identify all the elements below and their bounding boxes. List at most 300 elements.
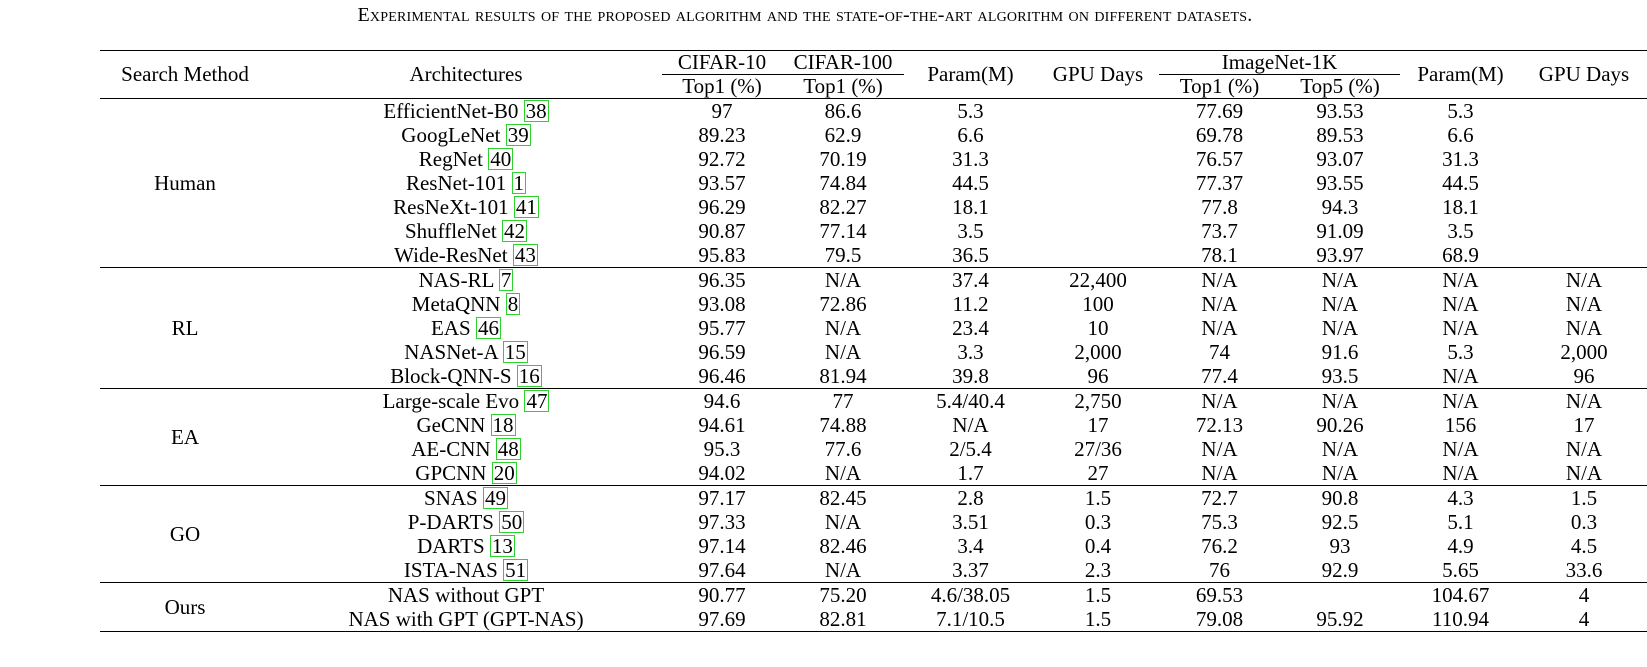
cifar10-top1-cell: 97.14	[698, 534, 746, 558]
param-cifar-cell: 3.3	[957, 340, 984, 364]
citation-number: 47	[526, 389, 548, 413]
cifar10-top1-cell: 96.59	[698, 340, 746, 364]
header-search-method: Search Method	[100, 51, 270, 99]
citation-number: 42	[504, 219, 525, 243]
imagenet-top1-cell: 76.57	[1195, 147, 1244, 171]
results-table	[100, 50, 1647, 632]
architecture-cell	[270, 607, 662, 632]
gpu-days-imagenet-cell: 96	[1573, 364, 1595, 388]
param-imagenet-cell: 104.67	[1400, 583, 1521, 608]
table-row	[100, 147, 1647, 171]
architecture-cell	[270, 413, 662, 437]
header-imagenet-top5: Top5 (%)	[1280, 75, 1400, 99]
cifar10-top1-cell: 97	[711, 99, 733, 123]
citation-number: 49	[484, 486, 506, 510]
architecture-cell	[270, 583, 662, 608]
architecture-name: GoogLeNet	[401, 123, 506, 147]
citation-number: 51	[505, 558, 527, 582]
param-cifar-cell: 2/5.4	[949, 437, 992, 461]
param-imagenet-cell: 68.9	[1442, 243, 1479, 267]
param-cifar-cell: 5.4/40.4	[904, 389, 1037, 414]
citation-number: 7	[500, 268, 512, 292]
architecture-cell	[270, 292, 662, 316]
architecture-name: NAS with GPT (GPT-NAS)	[348, 607, 584, 631]
architecture-name: ResNeXt-101	[393, 195, 514, 219]
gpu-days-imagenet-cell: N/A	[1565, 316, 1603, 340]
gpu-days-imagenet-cell	[1521, 99, 1647, 124]
citation-link[interactable]	[491, 414, 516, 436]
gpu-days-cifar-cell	[1037, 99, 1159, 124]
param-cifar-cell: 31.3	[952, 147, 989, 171]
gpu-days-cifar-cell: 22,400	[1037, 268, 1159, 293]
table-row	[100, 243, 1647, 268]
imagenet-top5-cell: 91.6	[1321, 340, 1359, 364]
search-method-cell: Ours	[100, 583, 270, 632]
imagenet-top1-cell: N/A	[1201, 437, 1238, 461]
search-method-cell: EA	[100, 389, 270, 486]
param-cifar-cell: 4.6/38.05	[904, 583, 1037, 608]
architecture-name: MetaQNN	[411, 292, 506, 316]
imagenet-top1-cell: 69.78	[1195, 123, 1244, 147]
param-cifar-cell: 18.1	[952, 195, 989, 219]
architecture-cell	[270, 461, 662, 486]
gpu-days-imagenet-cell	[1521, 147, 1647, 171]
imagenet-top5-cell: N/A	[1321, 316, 1359, 340]
cifar10-top1-cell: 95.83	[698, 243, 746, 267]
architecture-name: ShuffleNet	[404, 219, 502, 243]
cifar100-top1-cell: 82.45	[782, 486, 904, 511]
gpu-days-cifar-cell	[1037, 123, 1159, 147]
imagenet-top5-cell: 89.53	[1316, 123, 1364, 147]
table-row	[100, 583, 1647, 608]
citation-link[interactable]	[513, 244, 538, 266]
architecture-name: SNAS	[424, 486, 483, 510]
gpu-days-cifar-cell: 2,750	[1037, 389, 1159, 414]
gpu-days-cifar-cell: 100	[1082, 292, 1114, 316]
cifar10-top1-cell: 94.61	[698, 413, 746, 437]
header-param-cifar: Param(M)	[904, 51, 1037, 99]
gpu-days-imagenet-cell: N/A	[1565, 292, 1603, 316]
architecture-name: AE-CNN	[411, 437, 496, 461]
param-imagenet-cell: 44.5	[1442, 171, 1479, 195]
table-row	[100, 510, 1647, 534]
citation-link[interactable]	[492, 462, 517, 484]
architecture-cell	[270, 243, 662, 268]
citation-number: 16	[518, 364, 540, 388]
table-row	[100, 364, 1647, 389]
param-imagenet-cell: N/A	[1442, 364, 1479, 388]
imagenet-top5-cell: 90.8	[1280, 486, 1400, 511]
param-cifar-cell: 23.4	[952, 316, 989, 340]
cifar100-top1-cell: N/A	[824, 340, 862, 364]
architecture-cell	[270, 219, 662, 243]
header-cifar100-top1: Top1 (%)	[782, 75, 904, 99]
architecture-cell	[270, 99, 662, 124]
table-row	[100, 99, 1647, 124]
cifar100-top1-cell: 77	[782, 389, 904, 414]
architecture-cell	[270, 268, 662, 293]
citation-link[interactable]	[517, 365, 542, 387]
search-method-cell: RL	[100, 268, 270, 389]
citation-number: 20	[493, 461, 515, 485]
citation-number: 15	[504, 340, 526, 364]
architecture-name: GPCNN	[415, 461, 492, 485]
citation-link[interactable]	[499, 269, 514, 291]
header-gpu-days-cifar: GPU Days	[1037, 51, 1159, 99]
gpu-days-imagenet-cell	[1521, 243, 1647, 268]
imagenet-top1-cell: N/A	[1159, 268, 1280, 293]
table-row	[100, 534, 1647, 558]
gpu-days-cifar-cell: 10	[1087, 316, 1109, 340]
cifar10-top1-cell: 95.77	[698, 316, 746, 340]
table-row	[100, 123, 1647, 147]
imagenet-top5-cell	[1280, 583, 1400, 608]
architecture-cell	[270, 534, 662, 558]
cifar10-top1-cell: 89.23	[698, 123, 746, 147]
architecture-cell	[270, 364, 662, 389]
imagenet-top5-cell: 94.3	[1321, 195, 1359, 219]
gpu-days-cifar-cell: 17	[1087, 413, 1109, 437]
gpu-days-cifar-cell: 2,000	[1074, 340, 1122, 364]
citation-link[interactable]	[502, 220, 527, 242]
cifar100-top1-cell: N/A	[824, 316, 862, 340]
gpu-days-cifar-cell: 1.5	[1037, 583, 1159, 608]
gpu-days-cifar-cell: 1.5	[1037, 607, 1159, 632]
table-row	[100, 558, 1647, 583]
param-imagenet-cell: 5.65	[1442, 558, 1479, 582]
gpu-days-cifar-cell	[1037, 219, 1159, 243]
table-row	[100, 461, 1647, 486]
gpu-days-cifar-cell: 0.3	[1084, 510, 1112, 534]
architecture-cell	[270, 171, 662, 195]
architecture-name: ISTA-NAS	[403, 558, 504, 582]
param-imagenet-cell: 4.9	[1447, 534, 1474, 558]
header-row-1	[100, 51, 1647, 75]
gpu-days-imagenet-cell: N/A	[1521, 268, 1647, 293]
imagenet-top5-cell: 91.09	[1316, 219, 1364, 243]
cifar10-top1-cell: 97.64	[698, 558, 746, 582]
citation-number: 41	[515, 195, 537, 219]
imagenet-top1-cell: 77.37	[1195, 171, 1244, 195]
imagenet-top1-cell: 75.3	[1201, 510, 1238, 534]
cifar100-top1-cell: 86.6	[824, 99, 862, 123]
param-imagenet-cell: 3.5	[1447, 219, 1474, 243]
imagenet-top5-cell: 95.92	[1280, 607, 1400, 632]
param-cifar-cell: 3.5	[957, 219, 984, 243]
gpu-days-imagenet-cell: 0.3	[1570, 510, 1598, 534]
citation-link[interactable]	[514, 196, 539, 218]
citation-number: 40	[490, 147, 512, 171]
imagenet-top1-cell: 77.69	[1195, 99, 1244, 123]
gpu-days-imagenet-cell: 33.6	[1565, 558, 1603, 582]
cifar10-top1-cell: 94.02	[698, 461, 746, 485]
param-imagenet-cell: 156	[1444, 413, 1477, 437]
param-imagenet-cell: N/A	[1442, 292, 1479, 316]
citation-number: 48	[497, 437, 519, 461]
param-imagenet-cell: 6.6	[1447, 123, 1474, 147]
cifar100-top1-cell: 79.5	[824, 243, 862, 267]
table-row	[100, 389, 1647, 414]
architecture-cell	[270, 389, 662, 414]
imagenet-top1-cell: 79.08	[1159, 607, 1280, 632]
architecture-cell	[270, 340, 662, 364]
param-imagenet-cell: 31.3	[1442, 147, 1479, 171]
citation-number: 8	[507, 292, 519, 316]
gpu-days-cifar-cell: 27/36	[1074, 437, 1122, 461]
imagenet-top1-cell: N/A	[1201, 461, 1238, 485]
header-imagenet: ImageNet-1K	[1159, 51, 1400, 75]
param-cifar-cell: 3.37	[952, 558, 989, 582]
param-imagenet-cell: 5.3	[1447, 99, 1474, 123]
cifar10-top1-cell: 93.08	[698, 292, 746, 316]
imagenet-top5-cell: N/A	[1280, 389, 1400, 414]
imagenet-top1-cell: 77.4	[1201, 364, 1238, 388]
gpu-days-cifar-cell	[1037, 243, 1159, 268]
citation-link[interactable]	[490, 535, 515, 557]
imagenet-top5-cell: 93.07	[1316, 147, 1364, 171]
param-imagenet-cell: 5.1	[1447, 510, 1474, 534]
cifar100-top1-cell: 77.14	[819, 219, 867, 243]
imagenet-top1-cell: 72.13	[1195, 413, 1244, 437]
cifar100-top1-cell: 82.27	[819, 195, 867, 219]
citation-link[interactable]	[503, 341, 528, 363]
imagenet-top1-cell: N/A	[1159, 389, 1280, 414]
table-row	[100, 340, 1647, 364]
cifar10-top1-cell: 92.72	[698, 147, 746, 171]
param-cifar-cell: 7.1/10.5	[904, 607, 1037, 632]
citation-number: 18	[492, 413, 514, 437]
imagenet-top5-cell: 93.5	[1321, 364, 1359, 388]
imagenet-top1-cell: 74	[1209, 340, 1230, 364]
gpu-days-cifar-cell: 2.3	[1084, 558, 1112, 582]
architecture-cell	[270, 147, 662, 171]
citation-number: 38	[525, 99, 547, 123]
param-imagenet-cell: 110.94	[1400, 607, 1521, 632]
header-imagenet-top1: Top1 (%)	[1159, 75, 1280, 99]
param-cifar-cell: N/A	[952, 413, 989, 437]
architecture-name: DARTS	[417, 534, 490, 558]
gpu-days-cifar-cell: 96	[1087, 364, 1109, 388]
architecture-name: Wide-ResNet	[394, 243, 513, 267]
citation-link[interactable]	[506, 293, 521, 315]
gpu-days-cifar-cell: 1.5	[1037, 486, 1159, 511]
param-cifar-cell: 36.5	[952, 243, 989, 267]
param-cifar-cell: 37.4	[904, 268, 1037, 293]
citation-number: 43	[514, 243, 536, 267]
architecture-name: RegNet	[418, 147, 489, 171]
table-row	[100, 268, 1647, 293]
citation-link[interactable]	[524, 100, 549, 122]
architecture-name: NAS without GPT	[387, 583, 545, 607]
param-cifar-cell: 11.2	[952, 292, 989, 316]
cifar100-top1-cell: 82.81	[782, 607, 904, 632]
architecture-name: EfficientNet-B0	[383, 99, 524, 123]
table-row	[100, 219, 1647, 243]
table-row	[100, 195, 1647, 219]
param-imagenet-cell: N/A	[1442, 461, 1479, 485]
imagenet-top1-cell: N/A	[1201, 292, 1238, 316]
gpu-days-cifar-cell: 27	[1087, 461, 1109, 485]
gpu-days-imagenet-cell: 4.5	[1570, 534, 1598, 558]
cifar100-top1-cell: 62.9	[824, 123, 862, 147]
imagenet-top5-cell: 93.55	[1316, 171, 1364, 195]
param-cifar-cell: 44.5	[952, 171, 989, 195]
architecture-cell	[270, 123, 662, 147]
gpu-days-cifar-cell	[1037, 171, 1159, 195]
header-gpu-days-imagenet: GPU Days	[1521, 51, 1647, 99]
cifar100-top1-cell: 74.88	[819, 413, 867, 437]
cifar100-top1-cell: 75.20	[782, 583, 904, 608]
imagenet-top5-cell: N/A	[1321, 461, 1359, 485]
gpu-days-imagenet-cell: 4	[1521, 607, 1647, 632]
cifar100-top1-cell: 81.94	[819, 364, 867, 388]
param-imagenet-cell: N/A	[1400, 389, 1521, 414]
cifar10-top1-cell: 94.6	[662, 389, 782, 414]
param-cifar-cell: 3.4	[957, 534, 984, 558]
architecture-cell	[270, 316, 662, 340]
citation-number: 39	[507, 123, 529, 147]
imagenet-top5-cell: 93.53	[1316, 99, 1364, 123]
cifar100-top1-cell: N/A	[824, 510, 862, 534]
header-cifar10: CIFAR-10	[662, 51, 782, 75]
architecture-name: ResNet-101	[405, 171, 512, 195]
gpu-days-cifar-cell: 0.4	[1084, 534, 1112, 558]
cifar10-top1-cell: 96.46	[698, 364, 746, 388]
imagenet-top5-cell: 93.97	[1316, 243, 1364, 267]
imagenet-top5-cell: N/A	[1280, 268, 1400, 293]
cifar10-top1-cell: 96.29	[698, 195, 746, 219]
cifar10-top1-cell: 97.69	[662, 607, 782, 632]
cifar100-top1-cell: N/A	[824, 558, 862, 582]
architecture-name: NAS-RL	[418, 268, 499, 292]
imagenet-top1-cell: 78.1	[1201, 243, 1238, 267]
param-imagenet-cell: N/A	[1442, 437, 1479, 461]
cifar100-top1-cell: 77.6	[824, 437, 862, 461]
cifar10-top1-cell: 93.57	[698, 171, 746, 195]
gpu-days-imagenet-cell	[1521, 219, 1647, 243]
architecture-name: NASNet-A	[404, 340, 503, 364]
citation-link[interactable]	[524, 390, 549, 412]
architecture-cell	[270, 510, 662, 534]
table-row	[100, 171, 1647, 195]
citation-link[interactable]	[506, 124, 531, 146]
table-row	[100, 413, 1647, 437]
cifar10-top1-cell: 90.87	[698, 219, 746, 243]
imagenet-top5-cell: 90.26	[1316, 413, 1364, 437]
cifar10-top1-cell: 97.33	[698, 510, 746, 534]
search-method-cell: Human	[154, 171, 216, 195]
cifar100-top1-cell: N/A	[782, 268, 904, 293]
header-cifar100: CIFAR-100	[782, 51, 904, 75]
gpu-days-imagenet-cell	[1521, 123, 1647, 147]
header-param-imagenet: Param(M)	[1400, 51, 1521, 99]
architecture-cell	[270, 437, 662, 461]
cifar100-top1-cell: 74.84	[819, 171, 867, 195]
gpu-days-imagenet-cell: N/A	[1565, 461, 1603, 485]
param-imagenet-cell: 4.3	[1400, 486, 1521, 511]
param-imagenet-cell: 18.1	[1442, 195, 1479, 219]
architecture-name: GeCNN	[416, 413, 491, 437]
imagenet-top5-cell: 93	[1329, 534, 1351, 558]
param-imagenet-cell: 5.3	[1447, 340, 1474, 364]
gpu-days-imagenet-cell	[1521, 195, 1647, 219]
table-caption: Experimental results of the proposed algorithm and the state-of-the-art algorithm on different datasets.	[357, 4, 1253, 26]
citation-link[interactable]	[476, 317, 501, 339]
citation-link[interactable]	[488, 148, 513, 170]
architecture-name: Large-scale Evo	[382, 389, 525, 413]
cifar100-top1-cell: 70.19	[819, 147, 867, 171]
param-imagenet-cell: N/A	[1400, 268, 1521, 293]
architecture-cell	[270, 195, 662, 219]
table-body	[100, 99, 1647, 632]
imagenet-top1-cell: 72.7	[1159, 486, 1280, 511]
cifar10-top1-cell: 97.17	[662, 486, 782, 511]
gpu-days-imagenet-cell: 17	[1573, 413, 1595, 437]
imagenet-top1-cell: 76	[1209, 558, 1230, 582]
param-cifar-cell: 2.8	[904, 486, 1037, 511]
gpu-days-imagenet-cell: N/A	[1565, 437, 1603, 461]
param-cifar-cell: 39.8	[952, 364, 989, 388]
architecture-cell	[270, 486, 662, 511]
citation-number: 1	[513, 171, 525, 195]
param-imagenet-cell: N/A	[1442, 316, 1479, 340]
citation-link[interactable]	[483, 487, 508, 509]
gpu-days-imagenet-cell	[1521, 171, 1647, 195]
gpu-days-imagenet-cell: 2,000	[1560, 340, 1608, 364]
imagenet-top1-cell: 76.2	[1201, 534, 1238, 558]
cifar10-top1-cell: 95.3	[703, 437, 741, 461]
param-cifar-cell: 1.7	[957, 461, 984, 485]
citation-link[interactable]	[503, 559, 528, 581]
citation-number: 46	[477, 316, 499, 340]
citation-number: 50	[501, 510, 523, 534]
table-row	[100, 607, 1647, 632]
table-row	[100, 292, 1647, 316]
imagenet-top1-cell: 69.53	[1159, 583, 1280, 608]
citation-link[interactable]	[496, 438, 521, 460]
architecture-cell	[270, 558, 662, 583]
gpu-days-cifar-cell	[1037, 147, 1159, 171]
header-cifar10-top1: Top1 (%)	[662, 75, 782, 99]
table-row	[100, 316, 1647, 340]
param-cifar-cell: 5.3	[957, 99, 984, 123]
table-row	[100, 486, 1647, 511]
param-cifar-cell: 6.6	[957, 123, 984, 147]
imagenet-top5-cell: 92.5	[1321, 510, 1359, 534]
citation-number: 13	[491, 534, 513, 558]
gpu-days-imagenet-cell: 4	[1521, 583, 1647, 608]
architecture-name: P-DARTS	[407, 510, 500, 534]
header-architectures: Architectures	[270, 51, 662, 99]
cifar10-top1-cell: 96.35	[662, 268, 782, 293]
imagenet-top1-cell: N/A	[1201, 316, 1238, 340]
cifar10-top1-cell: 90.77	[662, 583, 782, 608]
cifar100-top1-cell: 82.46	[819, 534, 867, 558]
citation-link[interactable]	[512, 172, 527, 194]
search-method-cell: GO	[100, 486, 270, 583]
architecture-name: Block-QNN-S	[390, 364, 517, 388]
imagenet-top1-cell: 77.8	[1201, 195, 1238, 219]
citation-link[interactable]	[499, 511, 524, 533]
param-cifar-cell: 3.51	[952, 510, 989, 534]
gpu-days-imagenet-cell: 1.5	[1521, 486, 1647, 511]
architecture-name: EAS	[431, 316, 476, 340]
imagenet-top1-cell: 73.7	[1201, 219, 1238, 243]
imagenet-top5-cell: N/A	[1321, 437, 1359, 461]
imagenet-top5-cell: N/A	[1321, 292, 1359, 316]
imagenet-top5-cell: 92.9	[1321, 558, 1359, 582]
gpu-days-cifar-cell	[1037, 195, 1159, 219]
